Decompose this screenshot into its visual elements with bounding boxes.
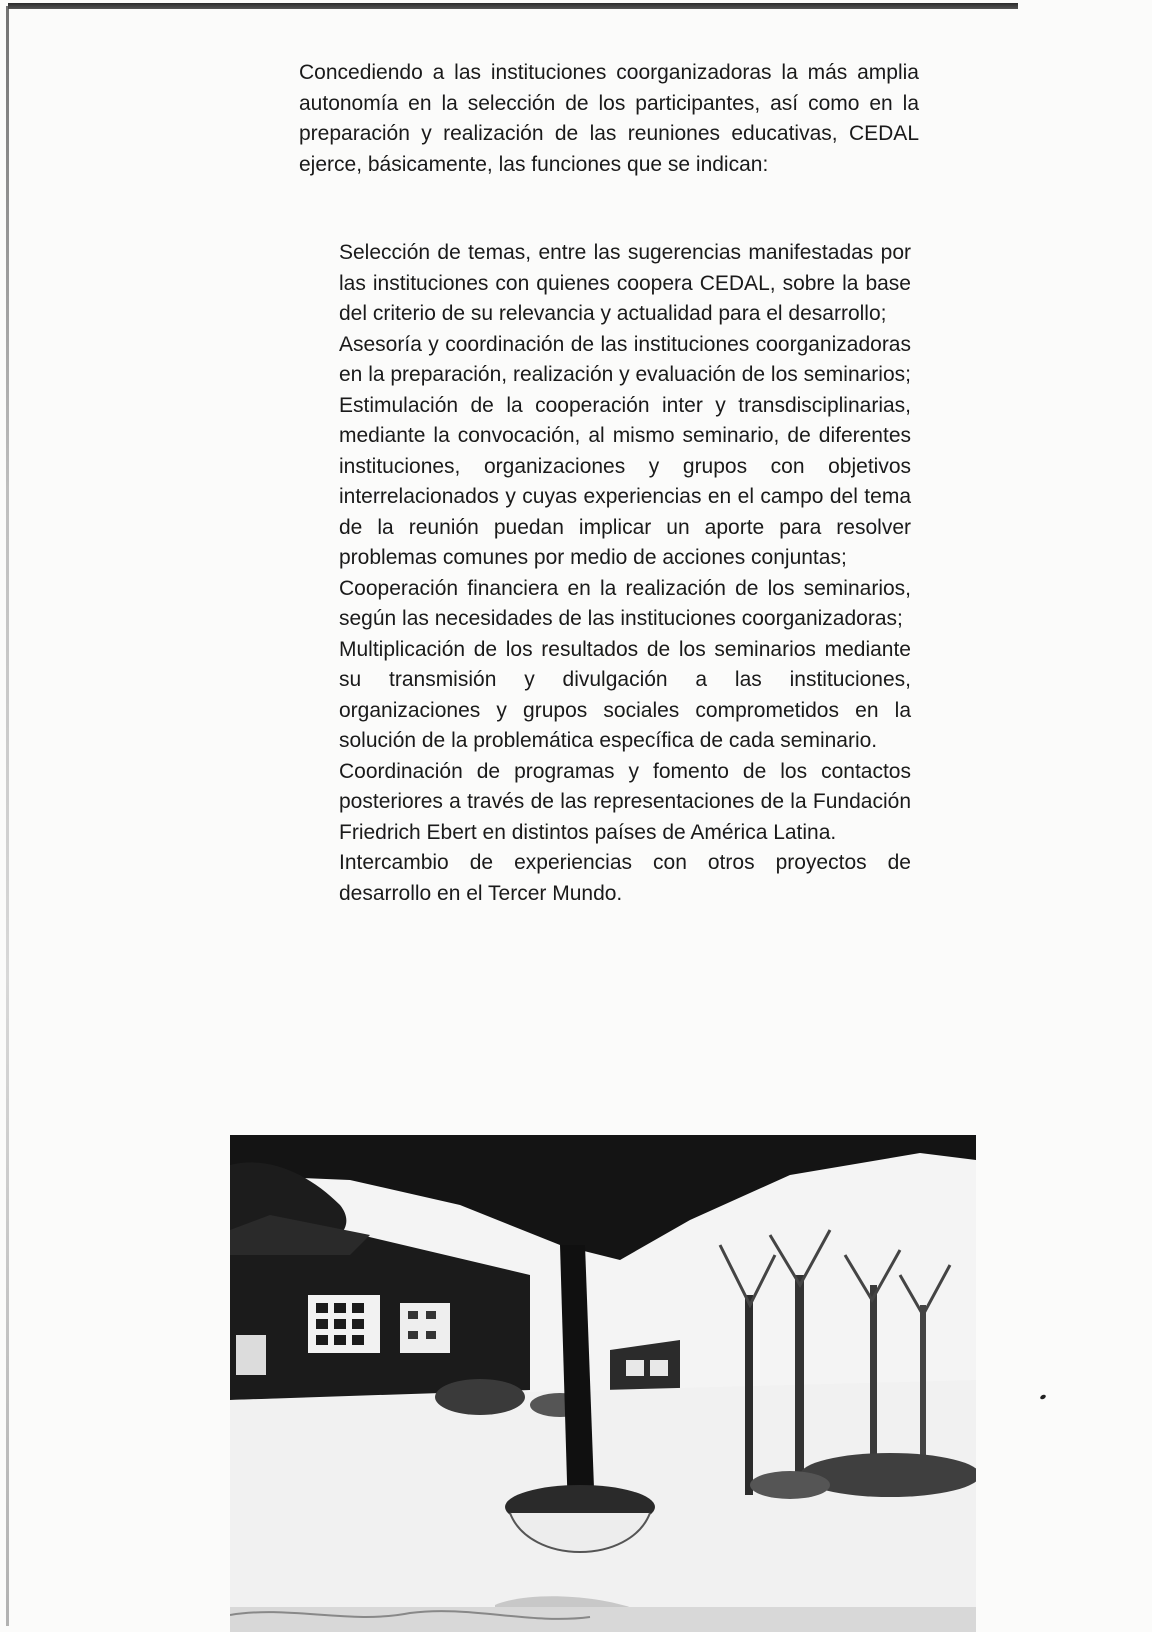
function-item-topic-selection: Selección de temas, entre las sugerencias manifestadas por las instituciones con quienes coopera CEDAL, sobre la base del criterio de su relevancia y actualidad para el desarrollo; <box>339 241 911 325</box>
function-item-program-coordination: Coordinación de programas y fomento de los contactos posteriores a través de las representaciones de la Fundación Friedrich Ebert en distintos países de América Latina. <box>339 759 911 844</box>
top-border-rule <box>8 3 1018 9</box>
function-item-financial-cooperation: Cooperación financiera en la realización de los seminarios, según las necesidades de las instituciones coorganizadoras; <box>339 576 911 630</box>
photo-illustration <box>230 1135 976 1632</box>
functions-list <box>339 238 911 909</box>
building-courtyard-photo <box>230 1135 976 1632</box>
function-item-results-multiplication: Multiplicación de los resultados de los seminarios mediante su transmisión y divulgación a las instituciones, organizaciones y grupos sociales comprometidos en la solución de la problemática específica de cada seminario. <box>339 637 911 752</box>
function-item-experience-exchange: Intercambio de experiencias con otros proyectos de desarrollo en el Tercer Mundo. <box>339 851 911 905</box>
intro-paragraph: Concediendo a las instituciones coorganizadoras la más amplia autonomía en la selección de los participantes, así como en la preparación y realización de las reuniones educativas, CEDAL ejerce, básicamente, las funciones que se indican: <box>299 61 919 176</box>
function-item-cooperation-stimulus: Estimulación de la cooperación inter y transdisciplinarias, mediante la convocación, al mismo seminario, de diferentes instituciones, organizaciones y grupos con objetivos interrelacionados y cuyas experiencias en el campo del tema de la reunión puedan implicar un aporte para resolver problemas comunes por medio de acciones conjuntas; <box>339 393 911 569</box>
scan-speck <box>1039 1394 1046 1400</box>
left-page-edge <box>6 6 9 1626</box>
function-item-advisory: Asesoría y coordinación de las instituciones coorganizadoras en la preparación, realización y evaluación de los seminarios; <box>339 332 911 386</box>
